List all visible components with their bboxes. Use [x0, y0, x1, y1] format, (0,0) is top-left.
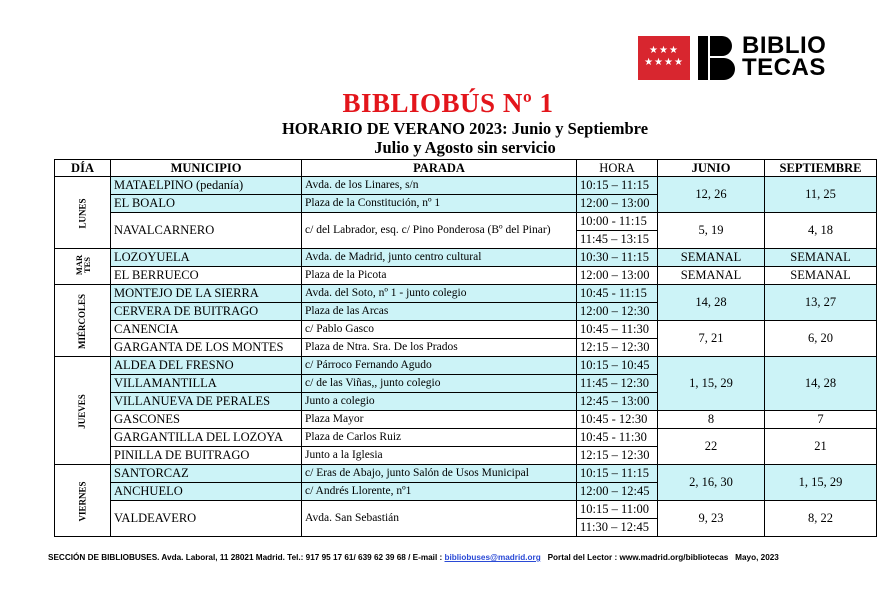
hora-cell: 12:00 – 12:30	[577, 303, 658, 321]
parada-cell: Junto a colegio	[302, 393, 577, 411]
page-subtitle: HORARIO DE VERANO 2023: Junio y Septiembre	[281, 119, 649, 138]
table-row	[55, 177, 877, 195]
hora-cell: 12:00 – 12:45	[577, 483, 658, 501]
parada-cell: c/ de las Viñas,, junto colegio	[302, 375, 577, 393]
footer	[48, 553, 853, 562]
table-row	[55, 213, 877, 231]
septiembre-cell: 1, 15, 29	[765, 465, 877, 501]
table-row	[55, 411, 877, 429]
parada-cell: c/ Eras de Abajo, junto Salón de Usos Municipal	[302, 465, 577, 483]
hora-cell: 12:00 – 13:00	[577, 195, 658, 213]
comunidad-madrid-flag-logo	[638, 36, 690, 80]
hora-cell: 12:45 – 13:00	[577, 393, 658, 411]
hora-cell: 12:00 – 13:00	[577, 267, 658, 285]
septiembre-cell: SEMANAL	[765, 267, 877, 285]
hora-cell: 10:45 – 11:30	[577, 321, 658, 339]
table-header-row	[55, 160, 877, 177]
table-row	[55, 429, 877, 447]
table-row	[55, 285, 877, 303]
municipio-cell: PINILLA DE BUITRAGO	[111, 447, 302, 465]
junio-cell: 14, 28	[658, 285, 765, 321]
hora-cell: 10:00 - 11:15	[577, 213, 658, 231]
parada-cell: Plaza de Carlos Ruiz	[302, 429, 577, 447]
hora-cell: 11:45 – 12:30	[577, 375, 658, 393]
table-row	[55, 321, 877, 339]
municipio-cell: NAVALCARNERO	[111, 213, 302, 249]
junio-cell: 12, 26	[658, 177, 765, 213]
day-cell-viernes: VIERNES	[55, 465, 111, 537]
parada-cell: c/ del Labrador, esq. c/ Pino Ponderosa (Bº del Pinar)	[302, 213, 577, 249]
junio-cell: 1, 15, 29	[658, 357, 765, 411]
parada-cell: Avda. de Madrid, junto centro cultural	[302, 249, 577, 267]
junio-cell: 5, 19	[658, 213, 765, 249]
parada-cell: c/ Pablo Gasco	[302, 321, 577, 339]
parada-cell: Plaza de la Constitución, nº 1	[302, 195, 577, 213]
hora-cell: 10:45 - 12:30	[577, 411, 658, 429]
hora-cell: 10:15 – 11:15	[577, 177, 658, 195]
parada-cell: Plaza de Ntra. Sra. De los Prados	[302, 339, 577, 357]
parada-cell: Plaza Mayor	[302, 411, 577, 429]
bibliotecas-b-logo	[698, 36, 736, 80]
day-cell-martes: MAR TES	[55, 249, 111, 285]
parada-cell: c/ Andrés Llorente, nº1	[302, 483, 577, 501]
hora-cell: 12:15 – 12:30	[577, 339, 658, 357]
municipio-cell: MATAELPINO (pedanía)	[111, 177, 302, 195]
table-row	[55, 249, 877, 267]
header-junio: JUNIO	[658, 160, 765, 177]
schedule-table	[54, 159, 877, 537]
madrid-stars: ★★★ ★★★★	[644, 45, 684, 68]
hora-cell: 10:45 - 11:30	[577, 429, 658, 447]
footer-address: SECCIÓN DE BIBLIOBUSES. Avda. Laboral, 11 28021 Madrid. Tel.: 917 95 17 61/ 639 62 39 68 / E-mail :	[48, 553, 445, 562]
municipio-cell: ALDEA DEL FRESNO	[111, 357, 302, 375]
septiembre-cell: 13, 27	[765, 285, 877, 321]
junio-cell: 9, 23	[658, 501, 765, 537]
parada-cell: Avda. de los Linares, s/n	[302, 177, 577, 195]
hora-cell: 10:15 – 11:00	[577, 501, 658, 519]
day-cell-miercoles: MIÉRCOLES	[55, 285, 111, 357]
header-dia: DÍA	[55, 160, 111, 177]
table-row	[55, 267, 877, 285]
septiembre-cell: 14, 28	[765, 357, 877, 411]
junio-cell: 2, 16, 30	[658, 465, 765, 501]
hora-cell: 10:30 – 11:15	[577, 249, 658, 267]
brand-line-1: BIBLIO	[742, 32, 827, 59]
junio-cell: SEMANAL	[658, 249, 765, 267]
municipio-cell: CERVERA DE BUITRAGO	[111, 303, 302, 321]
municipio-cell: GARGANTA DE LOS MONTES	[111, 339, 302, 357]
hora-cell: 11:30 – 12:45	[577, 519, 658, 537]
municipio-cell: ANCHUELO	[111, 483, 302, 501]
municipio-cell: GARGANTILLA DEL LOZOYA	[111, 429, 302, 447]
municipio-cell: VILLAMANTILLA	[111, 375, 302, 393]
footer-email-link[interactable]: bibliobuses@madrid.org	[444, 553, 541, 562]
day-cell-jueves: JUEVES	[55, 357, 111, 465]
junio-cell: 7, 21	[658, 321, 765, 357]
header-parada: PARADA	[302, 160, 577, 177]
municipio-cell: VILLANUEVA DE PERALES	[111, 393, 302, 411]
parada-cell: Junto a la Iglesia	[302, 447, 577, 465]
municipio-cell: MONTEJO DE LA SIERRA	[111, 285, 302, 303]
municipio-cell: EL BERRUECO	[111, 267, 302, 285]
parada-cell: c/ Párroco Fernando Agudo	[302, 357, 577, 375]
municipio-cell: CANENCIA	[111, 321, 302, 339]
septiembre-cell: 21	[765, 429, 877, 465]
table-row	[55, 357, 877, 375]
junio-cell: 8	[658, 411, 765, 429]
day-cell-lunes: LUNES	[55, 177, 111, 249]
septiembre-cell: 4, 18	[765, 213, 877, 249]
municipio-cell: LOZOYUELA	[111, 249, 302, 267]
header-municipio: MUNICIPIO	[111, 160, 302, 177]
municipio-cell: SANTORCAZ	[111, 465, 302, 483]
junio-cell: SEMANAL	[658, 267, 765, 285]
brand-line-2: TECAS	[742, 54, 826, 81]
municipio-cell: EL BOALO	[111, 195, 302, 213]
parada-cell: Plaza de la Picota	[302, 267, 577, 285]
municipio-cell: GASCONES	[111, 411, 302, 429]
bibliotecas-wordmark	[742, 32, 827, 81]
hora-cell: 10:45 - 11:15	[577, 285, 658, 303]
table-row	[55, 501, 877, 519]
footer-portal: Portal del Lector : www.madrid.org/bibliotecas Mayo, 2023	[540, 553, 779, 562]
page-title: BIBLIOBÚS Nº 1	[342, 88, 554, 118]
header-septiembre: SEPTIEMBRE	[765, 160, 877, 177]
hora-cell: 12:15 – 12:30	[577, 447, 658, 465]
hora-cell: 10:15 – 10:45	[577, 357, 658, 375]
hora-cell: 11:45 – 13:15	[577, 231, 658, 249]
header-hora: HORA	[577, 160, 658, 177]
page-subtitle-2: Julio y Agosto sin servicio	[374, 138, 556, 157]
septiembre-cell: 7	[765, 411, 877, 429]
septiembre-cell: 6, 20	[765, 321, 877, 357]
hora-cell: 10:15 – 11:15	[577, 465, 658, 483]
table-row	[55, 465, 877, 483]
septiembre-cell: 8, 22	[765, 501, 877, 537]
parada-cell: Plaza de las Arcas	[302, 303, 577, 321]
parada-cell: Avda. del Soto, nº 1 - junto colegio	[302, 285, 577, 303]
septiembre-cell: SEMANAL	[765, 249, 877, 267]
parada-cell: Avda. San Sebastián	[302, 501, 577, 537]
municipio-cell: VALDEAVERO	[111, 501, 302, 537]
septiembre-cell: 11, 25	[765, 177, 877, 213]
junio-cell: 22	[658, 429, 765, 465]
